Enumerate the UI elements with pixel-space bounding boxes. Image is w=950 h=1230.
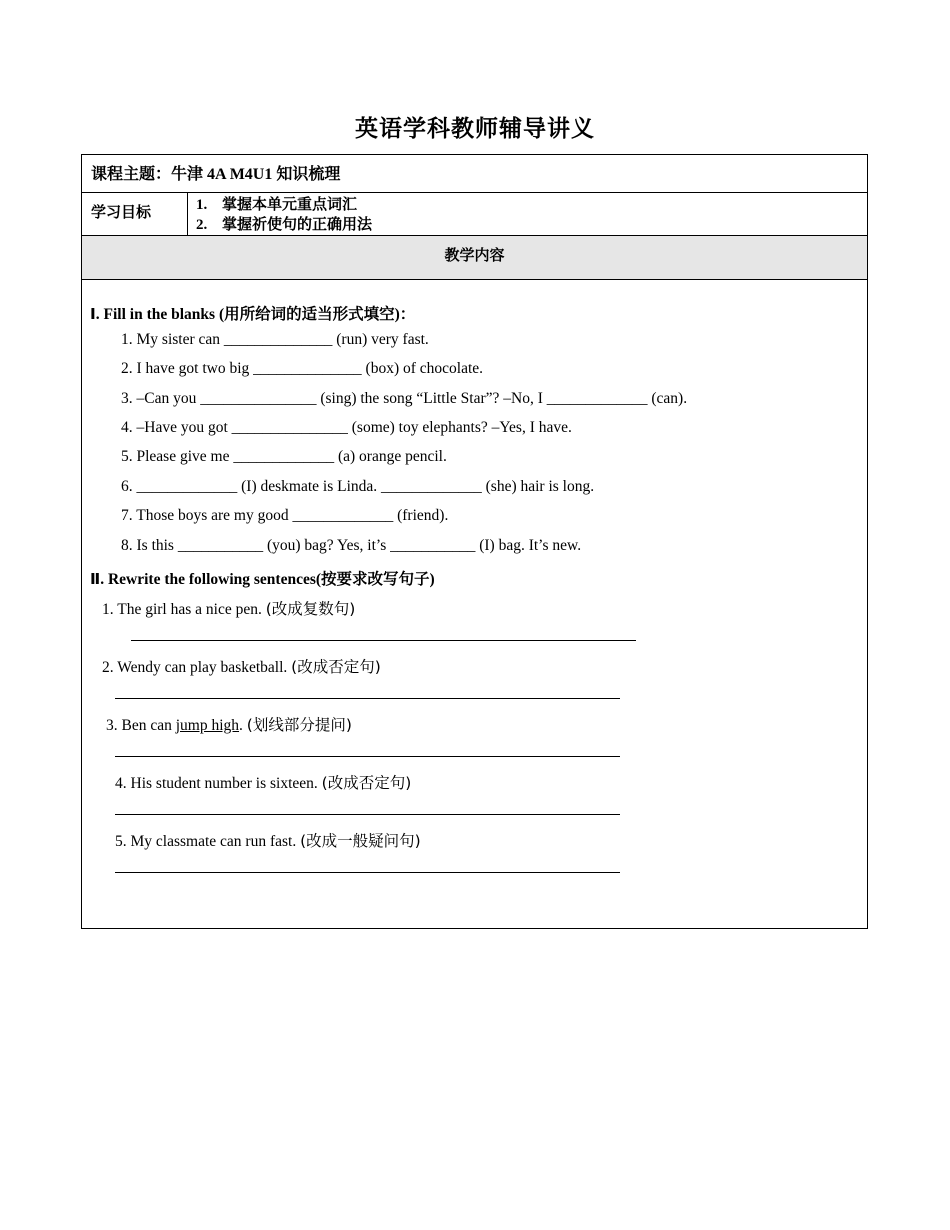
page-title: 英语学科教师辅导讲义 xyxy=(355,116,595,142)
blank-item: 3. –Can you _______________ (sing) the song “Little Star”? –No, I _____________ (can). xyxy=(121,390,688,407)
blank-item: 8. Is this ___________ (you) bag? Yes, it’s ___________ (I) bag. It’s new. xyxy=(121,537,582,554)
content-label: 教学内容 xyxy=(444,246,505,264)
topic-label: 课程主题： xyxy=(91,164,172,183)
topic-value: 牛津 4A M4U1 知识梳理 xyxy=(171,166,341,183)
blank-item: 7. Those boys are my good _____________ (friend). xyxy=(121,507,449,524)
section-2-heading: Ⅱ. Rewrite the following sentences(按要求改写句子) xyxy=(90,570,435,588)
goal-item: 1. 掌握本单元重点词汇 xyxy=(196,195,358,213)
answer-line xyxy=(115,756,620,757)
topic xyxy=(91,161,340,184)
rewrite-item: 1. The girl has a nice pen. (改成复数句) xyxy=(102,600,356,618)
section-1-heading: Ⅰ. Fill in the blanks (用所给词的适当形式填空)： xyxy=(90,305,416,323)
blank-item: 4. –Have you got _______________ (some) toy elephants? –Yes, I have. xyxy=(121,419,572,436)
content-header-row xyxy=(82,236,867,280)
goals-label: 学习目标 xyxy=(91,203,152,221)
blank-item: 5. Please give me _____________ (a) orange pencil. xyxy=(121,448,447,465)
answer-line xyxy=(115,872,620,873)
blank-item: 1. My sister can ______________ (run) very fast. xyxy=(121,331,429,348)
topic-row xyxy=(82,155,867,193)
goal-item: 2. 掌握祈使句的正确用法 xyxy=(196,215,373,233)
blank-item: 2. I have got two big ______________ (box) of chocolate. xyxy=(121,360,484,377)
answer-line xyxy=(115,698,620,699)
rewrite-item: 5. My classmate can run fast. (改成一般疑问句) xyxy=(115,832,421,850)
goals-list xyxy=(196,195,372,235)
rewrite-item: 2. Wendy can play basketball. (改成否定句) xyxy=(102,658,381,676)
goals-divider xyxy=(187,193,188,235)
goals-row xyxy=(82,193,867,236)
rewrite-item: 3. Ben can jump high. (划线部分提问) xyxy=(106,716,352,734)
blank-item: 6. _____________ (I) deskmate is Linda. _____________ (she) hair is long. xyxy=(121,478,595,495)
rewrite-item: 4. His student number is sixteen. (改成否定句) xyxy=(115,774,412,792)
underlined-phrase: jump high xyxy=(175,717,240,734)
answer-line xyxy=(131,640,636,641)
answer-line xyxy=(115,814,620,815)
